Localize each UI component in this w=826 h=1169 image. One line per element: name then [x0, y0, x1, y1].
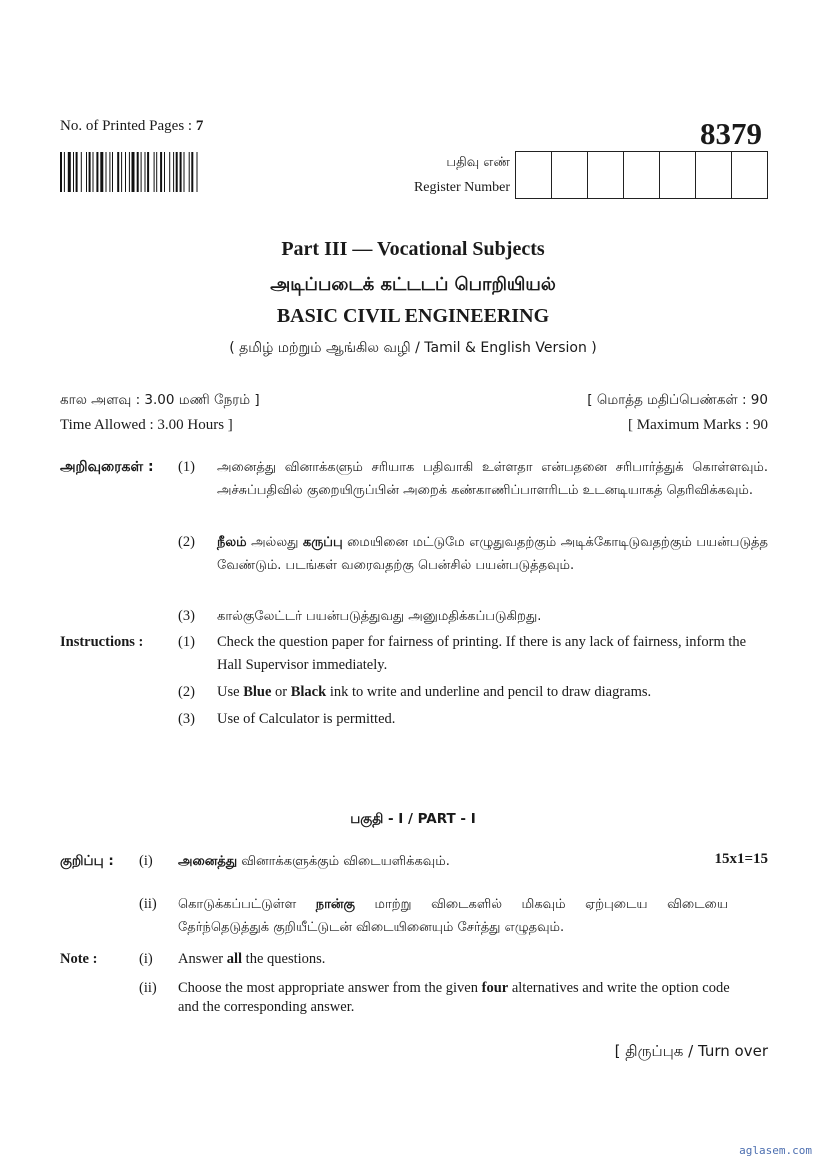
- subject-title-english: BASIC CIVIL ENGINEERING: [276, 305, 550, 327]
- instruction-en-3-num: (3): [178, 711, 195, 727]
- barcode-bar: [180, 152, 182, 192]
- instructions-tamil-label: அறிவுரைகள் :: [60, 459, 154, 475]
- barcode-bar: [132, 152, 135, 192]
- instruction-en-3: Use of Calculator is permitted.: [217, 711, 396, 727]
- part-one-heading: பகுதி - I / PART - I: [350, 811, 476, 827]
- part-title: Part III — Vocational Subjects: [281, 238, 545, 260]
- note-ta-2: கொடுக்கப்பட்டுள்ள நான்கு மாற்று விடைகளில் மிகவும் ஏற்புடைய விடையை தேர்ந்தெடுத்துக் குறியீட்டுடன் விடையினையும் சேர்த்து எழுதவும்.: [178, 897, 728, 935]
- note-en-1: Answer all the questions.: [178, 951, 326, 967]
- barcode-bar: [121, 152, 122, 192]
- barcode-bar: [76, 152, 78, 192]
- barcode-bar: [169, 152, 170, 192]
- barcode-bar: [137, 152, 139, 192]
- barcode-bar: [154, 152, 155, 192]
- note-tamil-label: குறிப்பு :: [60, 853, 114, 869]
- register-box[interactable]: [732, 152, 767, 198]
- barcode-bar: [106, 152, 107, 192]
- barcode-bar: [109, 152, 110, 192]
- barcode-bar: [93, 152, 94, 192]
- note-en-1-num: (i): [139, 951, 153, 967]
- instruction-ta-3: கால்குலேட்டர் பயன்படுத்துவது அனுமதிக்கப்படுகிறது.: [217, 609, 542, 624]
- barcode-bar: [100, 152, 103, 192]
- barcode-bar: [156, 152, 157, 192]
- barcode-bar: [147, 152, 149, 192]
- barcode-bar: [73, 152, 74, 192]
- barcode-bar: [173, 152, 174, 192]
- note-en-2-num: (ii): [139, 980, 157, 996]
- note-ta-1-num: (i): [139, 853, 153, 869]
- note-en-2: Choose the most appropriate answer from the given four alternatives and write the option code and the corresponding answer.: [178, 980, 730, 1015]
- register-box[interactable]: [588, 152, 624, 198]
- barcode-bar: [89, 152, 91, 192]
- register-number-boxes[interactable]: [515, 151, 768, 199]
- part-one-marks: 15x1=15: [714, 851, 768, 867]
- instruction-ta-2-num: (2): [178, 534, 195, 550]
- barcode-bar: [160, 152, 162, 192]
- barcode-bar: [60, 152, 62, 192]
- maximum-marks: [ மொத்த மதிப்பெண்கள் : 90 [ Maximum Marks : 90: [587, 392, 768, 433]
- time-allowed: கால அளவு : 3.00 மணி நேரம் ] Time Allowed : 3.00 Hours ]: [60, 392, 260, 433]
- instructions-english-label: Instructions :: [60, 634, 144, 650]
- site-watermark: aglasem.com: [739, 1144, 812, 1157]
- barcode-bar: [145, 152, 146, 192]
- register-box[interactable]: [696, 152, 732, 198]
- instruction-ta-3-num: (3): [178, 608, 195, 624]
- barcode-bar: [64, 152, 65, 192]
- register-box[interactable]: [660, 152, 696, 198]
- barcode-bar: [68, 152, 71, 192]
- register-box[interactable]: [624, 152, 660, 198]
- note-ta-1: அனைத்து வினாக்களுக்கும் விடையளிக்கவும்.: [178, 854, 450, 869]
- instruction-en-2-num: (2): [178, 684, 195, 700]
- subject-title-tamil: அடிப்படைக் கட்டடப் பொறியியல்: [270, 274, 556, 295]
- instruction-en-1: Check the question paper for fairness of printing. If there is any lack of fairness, inform the Hall Supervisor immediately.: [217, 634, 747, 673]
- paper-code: 8379: [700, 116, 762, 151]
- register-number-label: பதிவு எண் Register Number: [413, 155, 510, 195]
- barcode-bar: [189, 152, 190, 192]
- barcode-bar: [197, 152, 198, 192]
- turn-over: [ திருப்புக / Turn over: [614, 1042, 768, 1060]
- barcode-bar: [86, 152, 87, 192]
- register-box[interactable]: [552, 152, 588, 198]
- note-english-label: Note :: [60, 951, 98, 967]
- version-line: ( தமிழ் மற்றும் ஆங்கில வழி / Tamil & English Version ): [229, 340, 597, 356]
- instruction-ta-1-num: (1): [178, 459, 195, 475]
- barcode-bar: [125, 152, 126, 192]
- instruction-en-1-num: (1): [178, 634, 195, 650]
- barcode-bar: [81, 152, 82, 192]
- barcode: [60, 152, 300, 192]
- barcode-bar: [176, 152, 178, 192]
- barcode-bar: [129, 152, 130, 192]
- instruction-ta-1: அனைத்து வினாக்களும் சரியாக பதிவாகி உள்ளதா என்பதனை சரிபார்த்துக் கொள்ளவும். அச்சுப்பதிவில் குறையிருப்பின் அறைக் கண்காணிப்பாளரிடம் உடனடியாகத் தெரிவிக்கவும்.: [217, 460, 768, 498]
- instruction-en-2: Use Blue or Black ink to write and underline and pencil to draw diagrams.: [217, 684, 652, 700]
- instruction-ta-2: நீலம் அல்லது கருப்பு மையினை மட்டுமே எழுதுவதற்கும் அடிக்கோடிடுவதற்கும் பயன்படுத்த வேண்டும். படங்கள் வரைவதற்கு பென்சில் பயன்படுத்தவும்.: [217, 535, 768, 573]
- barcode-bar: [117, 152, 119, 192]
- barcode-bar: [141, 152, 142, 192]
- barcode-bar: [112, 152, 113, 192]
- printed-pages: No. of Printed Pages : 7: [60, 118, 204, 134]
- barcode-bar: [184, 152, 185, 192]
- barcode-bar: [164, 152, 165, 192]
- barcode-bar: [191, 152, 193, 192]
- note-ta-2-num: (ii): [139, 896, 157, 912]
- barcode-bar: [96, 152, 98, 192]
- register-box[interactable]: [516, 152, 552, 198]
